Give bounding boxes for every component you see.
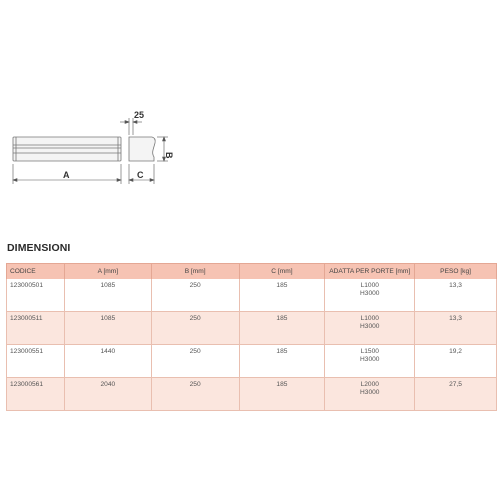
cell-peso: 13,3 — [415, 312, 497, 345]
cell-porte — [325, 345, 415, 378]
header-codice: CODICE — [7, 264, 65, 280]
cell-porte-l: L1000 — [360, 282, 379, 289]
side-profile — [129, 137, 155, 161]
cell-b: 250 — [151, 312, 239, 345]
cell-porte-h: H3000 — [360, 356, 380, 363]
cell-a: 1085 — [64, 312, 151, 345]
dimension-a-label: A — [63, 170, 70, 180]
cell-c: 185 — [239, 279, 325, 312]
cell-porte-l: L1000 — [360, 315, 379, 322]
cell-porte — [325, 378, 415, 411]
header-a: A [mm] — [64, 264, 151, 280]
cell-a: 1440 — [64, 345, 151, 378]
cell-c: 185 — [239, 378, 325, 411]
header-peso: PESO [kg] — [415, 264, 497, 280]
dimension-25-label: 25 — [134, 110, 145, 120]
cell-peso: 13,3 — [415, 279, 497, 312]
cell-porte — [325, 312, 415, 345]
header-adatta-per-porte: ADATTA PER PORTE [mm] — [325, 264, 415, 280]
cell-peso: 27,5 — [415, 378, 497, 411]
cell-a: 1085 — [64, 279, 151, 312]
table-header-row — [7, 264, 497, 280]
cell-porte-h: H3000 — [360, 290, 380, 297]
cell-porte-h: H3000 — [360, 323, 380, 330]
cell-peso: 19,2 — [415, 345, 497, 378]
cell-codice: 123000501 — [7, 279, 65, 312]
dimension-b-label: B — [164, 152, 174, 159]
table-row — [7, 312, 497, 345]
technical-drawing — [0, 0, 500, 200]
table-row — [7, 378, 497, 411]
dimensions-table — [6, 263, 497, 411]
header-b: B [mm] — [151, 264, 239, 280]
cell-a: 2040 — [64, 378, 151, 411]
cell-c: 185 — [239, 312, 325, 345]
cell-codice: 123000511 — [7, 312, 65, 345]
cell-b: 250 — [151, 279, 239, 312]
dimension-c-label: C — [137, 170, 144, 180]
header-c: C [mm] — [239, 264, 325, 280]
cell-porte — [325, 279, 415, 312]
table-row — [7, 345, 497, 378]
table-row — [7, 279, 497, 312]
cell-b: 250 — [151, 345, 239, 378]
cell-codice: 123000561 — [7, 378, 65, 411]
cell-b: 250 — [151, 378, 239, 411]
cell-porte-h: H3000 — [360, 389, 380, 396]
front-view — [13, 137, 121, 161]
cell-c: 185 — [239, 345, 325, 378]
cell-codice: 123000551 — [7, 345, 65, 378]
dimension-25 — [120, 118, 142, 135]
cell-porte-l: L2000 — [360, 381, 379, 388]
cell-porte-l: L1500 — [360, 348, 379, 355]
section-title: DIMENSIONI — [7, 242, 71, 254]
